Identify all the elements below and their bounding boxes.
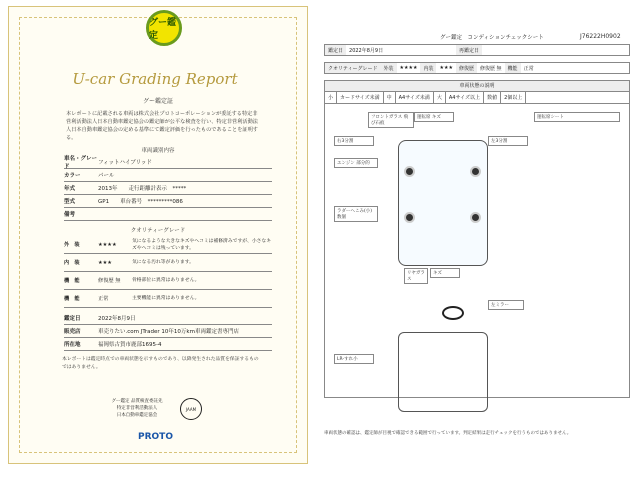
diagram-title: 車両状態の説明 [325,81,629,92]
info-row: 所在地 福岡県古賀市鹿部1695-4 [64,338,272,351]
note-box: 右3分割 [334,136,374,146]
proto-logo: PROTO [138,432,173,442]
note-box: 運転席シート [534,112,620,122]
grade-row: 内 装 ★★★ 気になる汚れ等があります。 [64,254,272,272]
grade-table [64,236,272,308]
note-box: 運転席 キズ [414,112,454,122]
grade-row: 機 能 正常 主要機能に異常はありません。 [64,290,272,308]
vehicle-row: カラー パール [64,169,272,182]
quality-row: クオリティーグレード 外装 ★★★★ 内装 ★★★ 修復歴 修復歴 無 機能 正常 [324,62,630,74]
wheel-icon [470,166,481,177]
certificate-title: U-car Grading Report [72,70,238,88]
info-table [64,312,272,351]
checksheet-title: グー鑑定 コンディションチェックシート [440,35,544,41]
quality-section-header: クオリティーグレード [130,228,186,234]
note-box: 左3分割 [488,136,528,146]
car-interior-view [398,332,488,412]
wheel-icon [404,212,415,223]
note-box: リヤガラス [404,268,428,284]
info-row: 鑑定日 2022年8月9日 [64,312,272,325]
grade-row: 外 装 ★★★★ 気になるような大きなキズやヘコミは補修済みですが、小さなキズやヘコミは残っています。 [64,236,272,254]
certificate-subtitle: グー鑑定証 [142,98,173,105]
note-box: ラダーへこみ(小) 数個 [334,206,378,222]
checksheet-code: J76222H0902 [580,33,621,40]
signature-block: グー鑑定 品質検査委託先 特定非営利活動法人 日本自動車鑑定協会 [111,399,163,418]
goo-kantei-badge: グー鑑定 [146,10,182,46]
vehicle-table [64,156,272,221]
checksheet-footer: 車両状態の確認は、鑑定師が目視で確認できる範囲で行っています。判定結果は走行チェックを行うものではありません。 [324,431,572,436]
scale-legend: 小 カードサイズ未満 中 A4サイズ未満 大 A4サイズ以上 数値 2個以上 [325,92,629,104]
vehicle-row: 備考 [64,208,272,221]
note-box: 左ミラー [488,300,524,310]
vehicle-row: 年式 2013年 走行距離計表示 ***** [64,182,272,195]
certificate-footer: 本レポートは鑑定時点での車両状態を示すものであり、以降発生された品質を保証するものではありません。 [62,357,259,370]
note-box: エンジン 部分的 [334,158,378,168]
vehicle-row: 型式 GP1 車台番号 *********086 [64,195,272,208]
note-box: キズ [430,268,460,278]
certificate-intro: 本レポートに記載される車両は株式会社プロトコーポレーションが委託する特定非営利活動法人日本自動車鑑定協会の鑑定師が公平な検査を行い、特定非営利活動法人日本自動車鑑定協会の定める基準にて鑑定評価を行ったものであることを証明する。 [66,111,258,141]
note-box: フロントガラス 飛び石痕 [368,112,414,128]
note-box: LR-すれ小 [334,354,374,364]
vehicle-section-header: 車両識別内容 [141,148,175,154]
wheel-icon [470,212,481,223]
jaam-seal-icon: JAAM [180,398,202,420]
vehicle-row: 車名・グレード フィットハイブリッド [64,156,272,169]
grade-row: 機 能 修復歴 無 骨格部位に異常はありません。 [64,272,272,290]
steering-wheel-icon [442,306,464,320]
info-row: 販売店 車売りたい.com JTrader 10年10万km車両鑑定書専門店 [64,325,272,338]
wheel-icon [404,166,415,177]
car-top-view [398,140,488,266]
date-row: 鑑定日 2022年8月9日 再鑑定日 [324,44,630,56]
